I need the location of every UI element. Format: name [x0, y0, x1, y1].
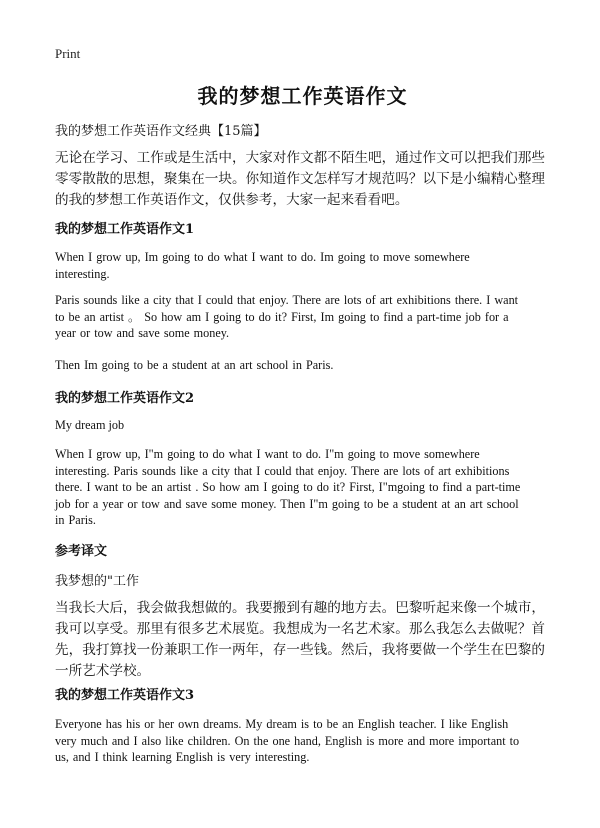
- print-link[interactable]: Print: [55, 46, 81, 61]
- essay-2-paragraph-1: When I grow up, I"m going to do what I want to do. I"m going to move somewhere interesting. Paris sounds like a city that I could that enjoy. There are lots of art exhibitions there. I want to be an artist . So how am I going to do it? First, I"mgoing to find a part-time job for a year or tow and save some money. Then I"m going to be a student at an art school in Paris.: [55, 447, 521, 527]
- essay-1-heading: 我的梦想工作英语作文1: [55, 222, 195, 237]
- essay-3-heading: 我的梦想工作英语作文3: [55, 688, 195, 703]
- essay-3-paragraph-1: Everyone has his or her own dreams. My dream is to be an English teacher. I like English very much and I also like children. On the one hand, English is more and more important to us, and I think learning English is very interesting.: [55, 717, 520, 764]
- intro-paragraph: 无论在学习、工作或是生活中，大家对作文都不陌生吧，通过作文可以把我们那些零零散散的思想，聚集在一块。你知道作文怎样写才规范吗？以下是小编精心整理的我的梦想工作英语作文，仅供参考，大家一起来看看吧。: [55, 150, 545, 208]
- translation-label: 我梦想的"工作: [55, 574, 139, 589]
- essay-1-paragraph-2: Paris sounds like a city that I could that enjoy. There are lots of art exhibitions there. I want to be an artist 。 So how am I going to do it? First, Im going to find a part-time job for a year or tow and save some money.: [55, 293, 519, 340]
- translation-paragraph: 当我长大后，我会做我想做的。我要搬到有趣的地方去。巴黎听起来像一个城市，我可以享受。那里有很多艺术展览。我想成为一名艺术家。那么我怎么去做呢？首先，我打算找一份兼职工作一两年，存一些钱。然后，我将要做一个学生在巴黎的一所艺术学校。: [55, 600, 545, 679]
- essay-2-label: My dream job: [55, 418, 125, 432]
- page-subtitle: 我的梦想工作英语作文经典【15篇】: [55, 124, 267, 139]
- page-title: 我的梦想工作英语作文: [197, 84, 408, 108]
- essay-1-paragraph-3: Then Im going to be a student at an art school in Paris.: [55, 358, 334, 372]
- essay-1-paragraph-1: When I grow up, Im going to do what I want to do. Im going to move somewhere interesting.: [55, 250, 470, 281]
- translation-heading: 参考译文: [55, 544, 108, 559]
- essay-2-heading: 我的梦想工作英语作文2: [55, 391, 195, 406]
